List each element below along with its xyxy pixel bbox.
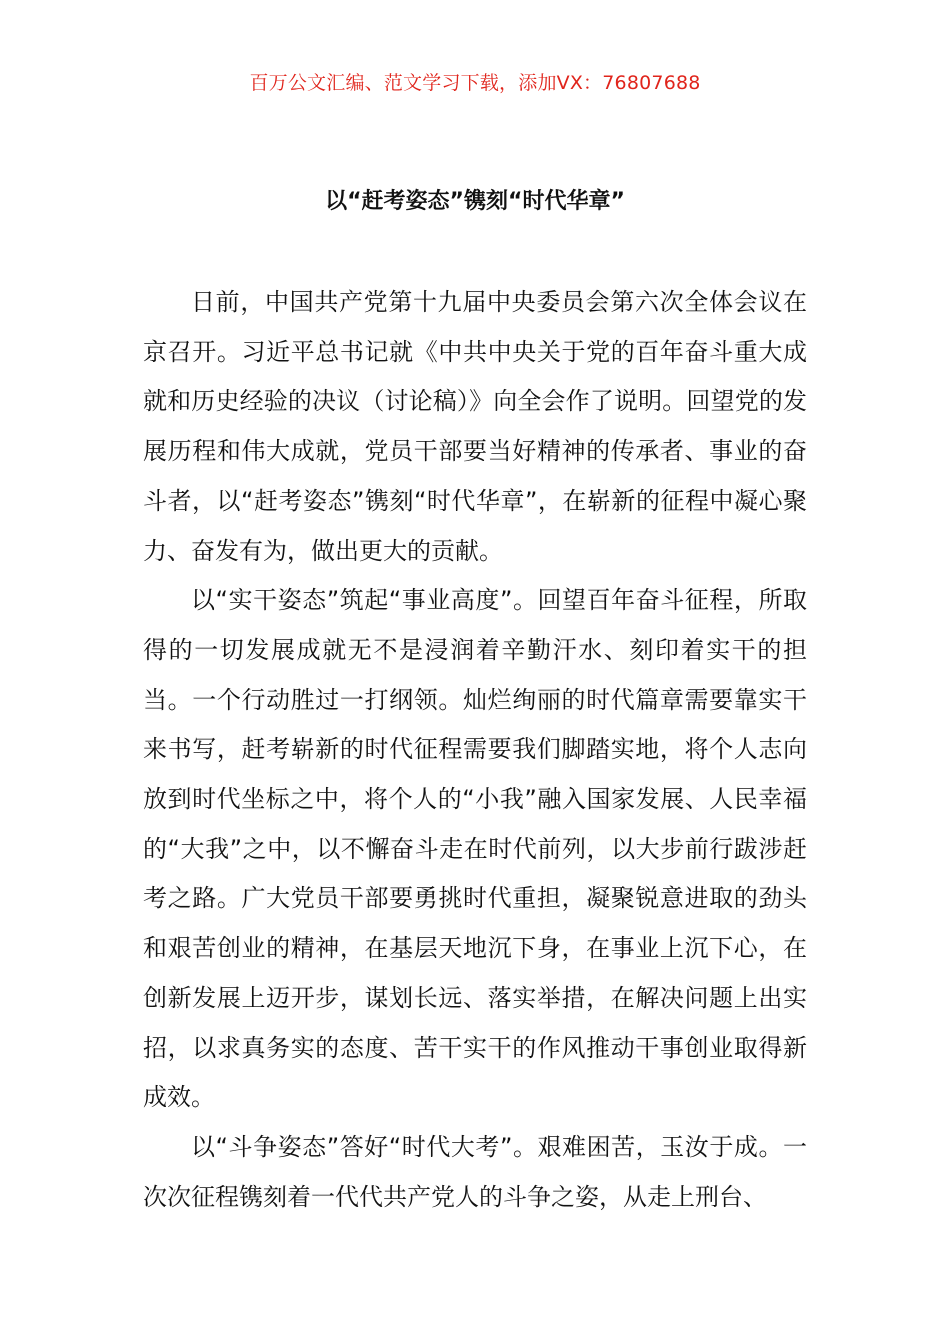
document-body: [143, 278, 807, 1222]
header-watermark-note: 百万公文汇编、范文学习下载，添加VX：76807688: [249, 72, 701, 94]
document-title: 以“赶考姿态”镌刻“时代华章”: [325, 189, 625, 214]
paragraph-intro: 日前，中国共产党第十九届中央委员会第六次全体会议在京召开。习近平总书记就《中共中央关于党的百年奋斗重大成就和历史经验的决议（讨论稿）》向全会作了说明。回望党的发展历程和伟大成就，党员干部要当好精神的传承者、事业的奋斗者，以“赶考姿态”镌刻“时代华章”，在崭新的征程中凝心聚力、奋发有为，做出更大的贡献。: [143, 288, 807, 565]
paragraph-shigan: 以“实干姿态”筑起“事业高度”。回望百年奋斗征程，所取得的一切发展成就无不是浸润着辛勤汗水、刻印着实干的担当。一个行动胜过一打纲领。灿烂绚丽的时代篇章需要靠实干来书写，赶考崭新的时代征程需要我们脚踏实地，将个人志向放到时代坐标之中，将个人的“小我”融入国家发展、人民幸福的“大我”之中，以不懈奋斗走在时代前列，以大步前行跋涉赶考之路。广大党员干部要勇挑时代重担，凝聚锐意进取的劲头和艰苦创业的精神，在基层天地沉下身，在事业上沉下心，在创新发展上迈开步，谋划长远、落实举措，在解决问题上出实招，以求真务实的态度、苦干实干的作风推动干事创业取得新成效。: [143, 586, 807, 1112]
paragraph-douzheng: 以“斗争姿态”答好“时代大考”。艰难困苦，玉汝于成。一次次征程镌刻着一代代共产党人的斗争之姿，从走上刑台、: [143, 1132, 807, 1211]
